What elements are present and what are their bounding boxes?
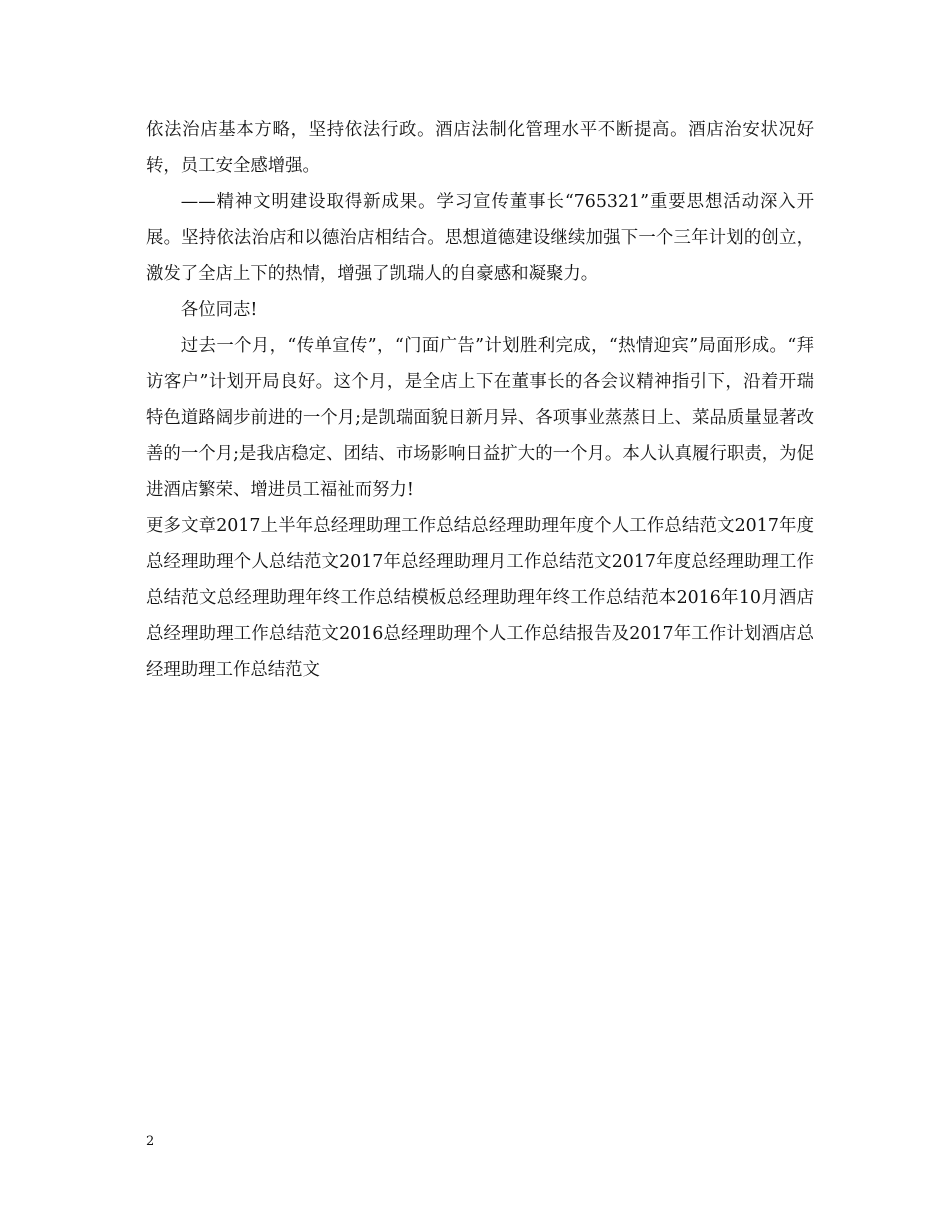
paragraph-monthly-review: 过去一个月，“传单宣传”，“门面广告”计划胜利完成，“热情迎宾”局面形成。“拜访客户”计划开局良好。这个月，是全店上下在董事长的各会议精神指引下，沿着开瑞特色道路阔步前进的一个月;是凯瑞面貌日新月异、各项事业蒸蒸日上、菜品质量显著改善的一个月;是我店稳定、团结、市场影响日益扩大的一个月。本人认真履行职责，为促进酒店繁荣、增进员工福祉而努力!: [146, 336, 814, 500]
paragraph-spiritual-civilization: ——精神文明建设取得新成果。学习宣传董事长“765321”重要思想活动深入开展。坚持依法治店和以德治店相结合。思想道德建设继续加强下一个三年计划的创立，激发了全店上下的热情，增强了凯瑞人的自豪感和凝聚力。: [146, 192, 814, 284]
paragraph-more-articles: 更多文章2017上半年总经理助理工作总结总经理助理年度个人工作总结范文2017年度总经理助理个人总结范文2017年总经理助理月工作总结范文2017年度总经理助理工作总结范文总经理助理年终工作总结模板总经理助理年终工作总结范本2016年10月酒店总经理助理工作总结范文2016总经理助理个人工作总结报告及2017年工作计划酒店总经理助理工作总结范文: [146, 516, 814, 680]
document-body: [146, 112, 814, 688]
paragraph-greeting: 各位同志!: [180, 300, 258, 320]
page-number: 2: [146, 1134, 155, 1149]
paragraph-rule-of-law: 依法治店基本方略，坚持依法行政。酒店法制化管理水平不断提高。酒店治安状况好转，员工安全感增强。: [146, 120, 814, 176]
